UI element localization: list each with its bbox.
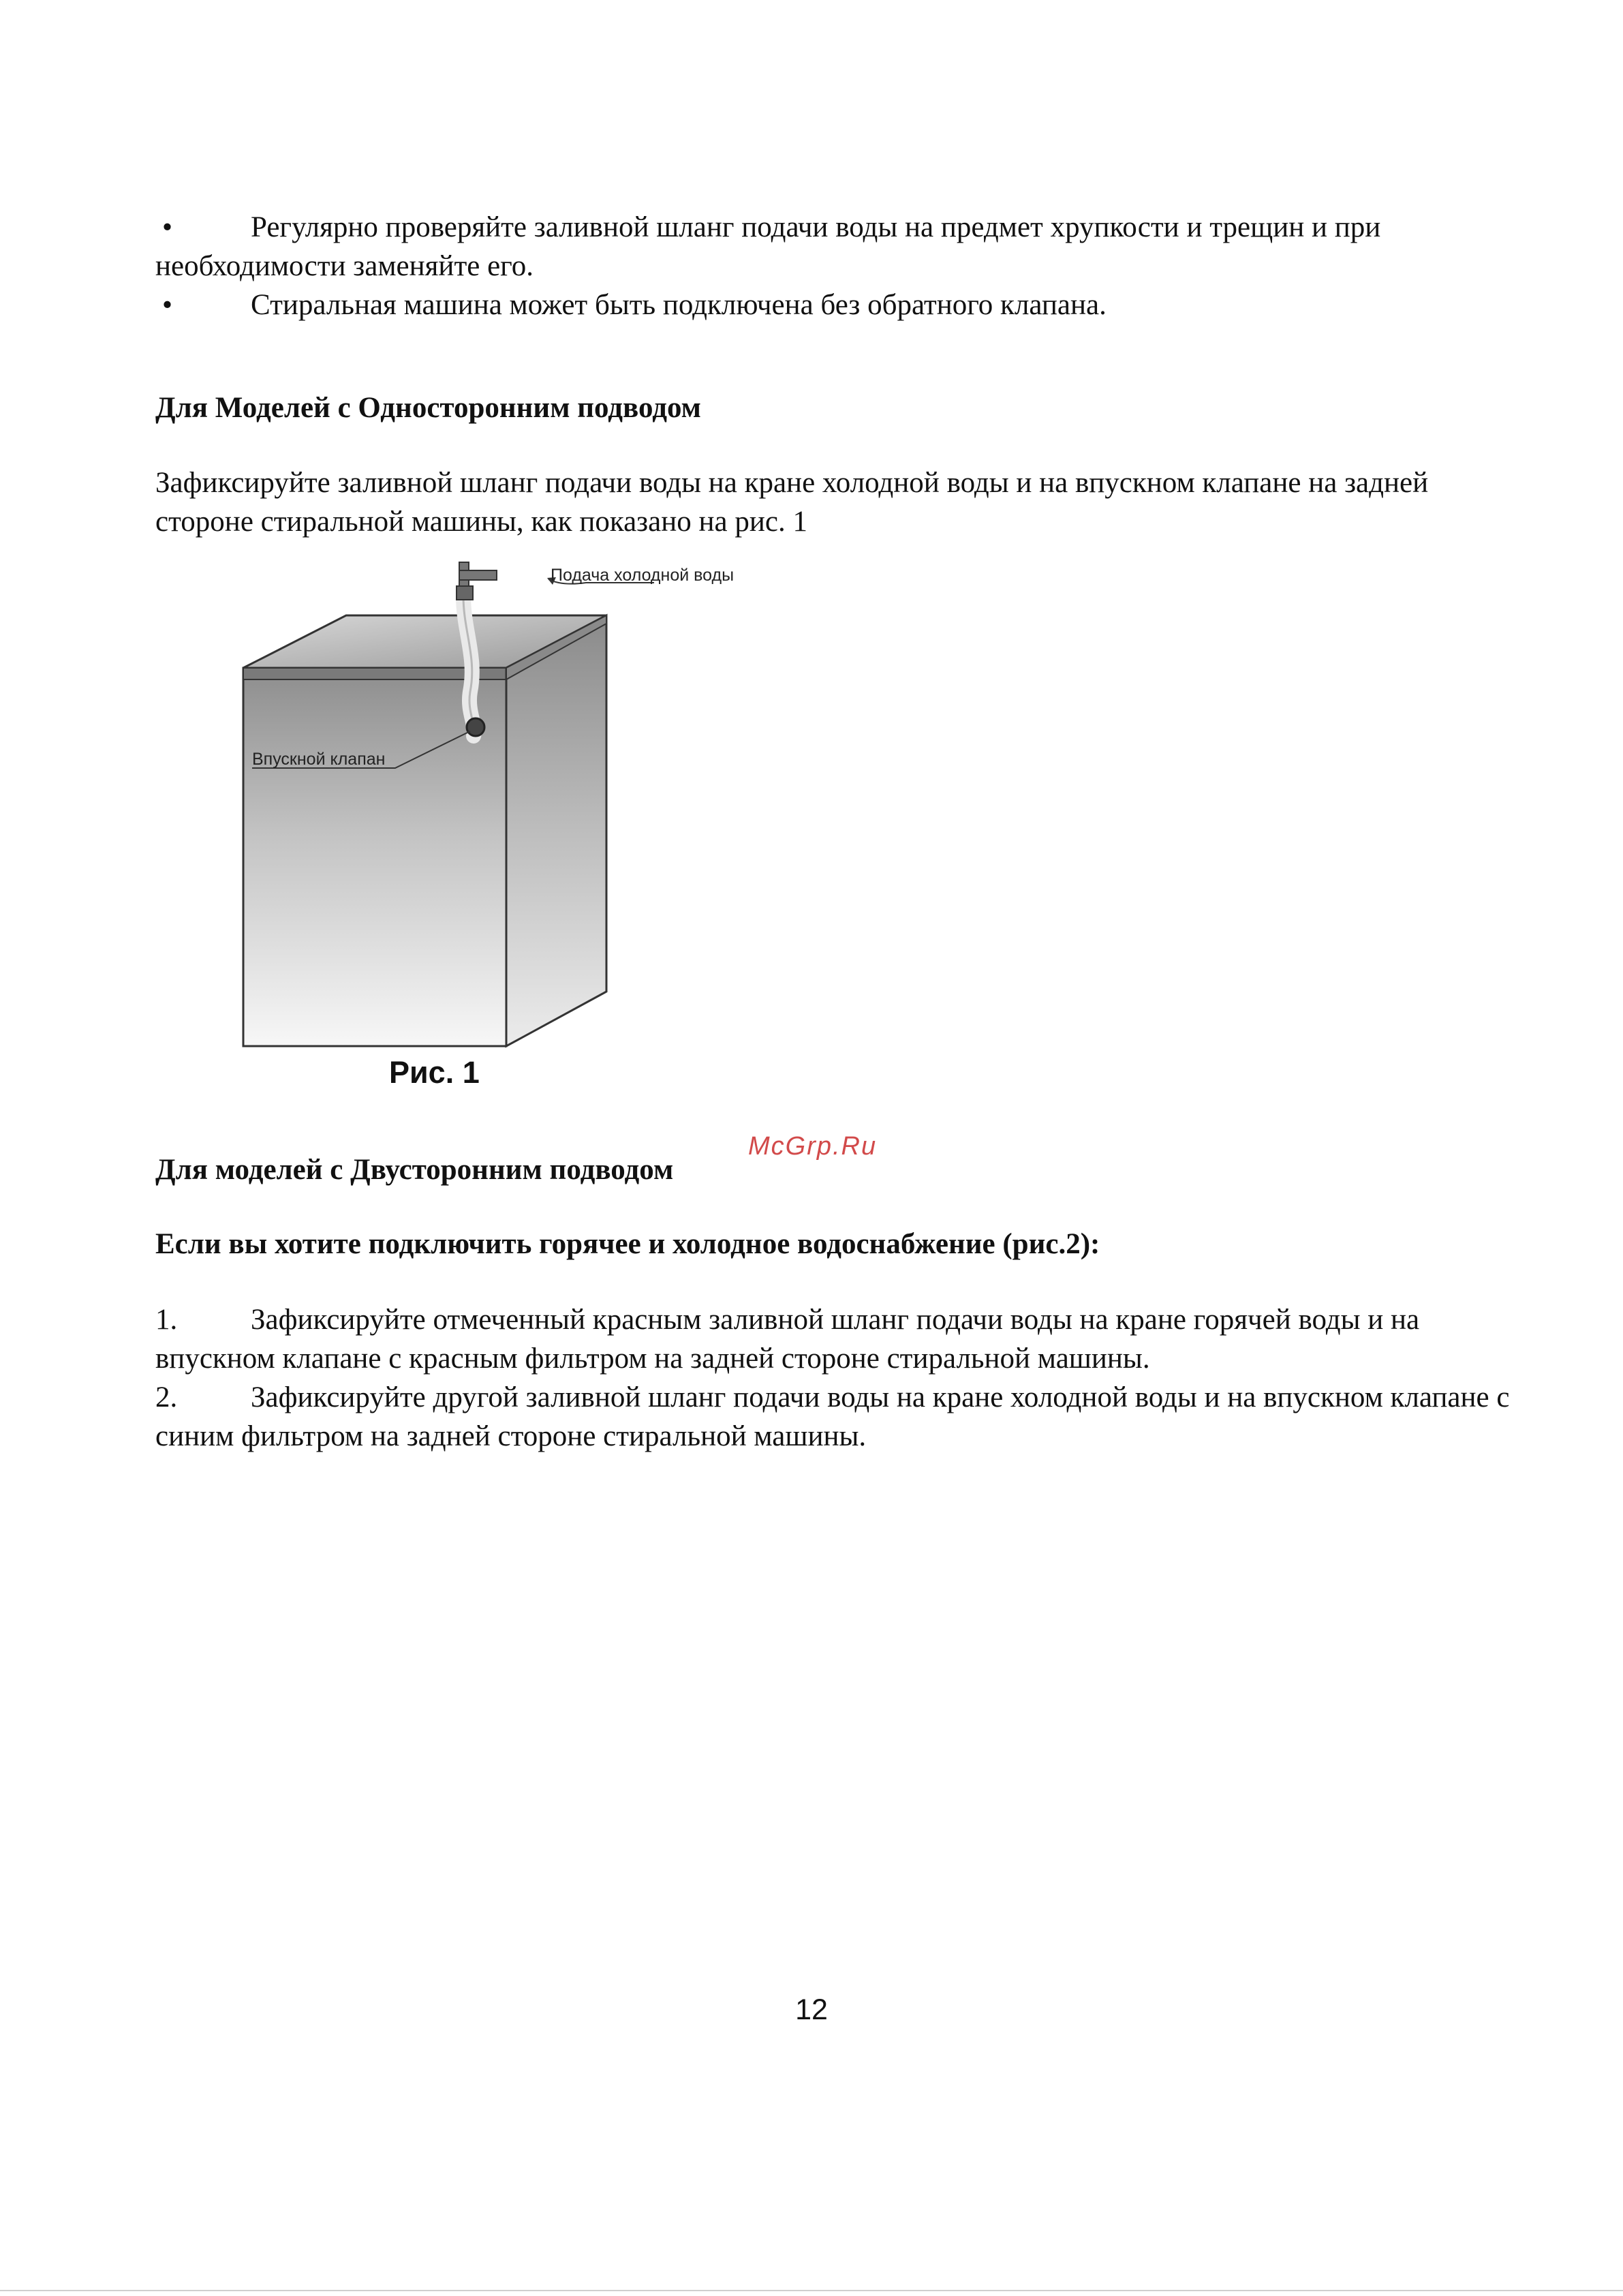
bullet-list <box>155 208 1518 324</box>
page-number: 12 <box>795 1993 828 2026</box>
step-text: Зафиксируйте отмеченный красным заливной шланг подачи воды на кране горячей воды и на впускном клапане с красным фильтром на задней стороне стиральной машины. <box>155 1304 1420 1375</box>
washing-machine-illustration <box>232 555 777 1060</box>
section-subheading: Если вы хотите подключить горячее и холодное водоснабжение (рис.2): <box>155 1228 1100 1260</box>
numbered-list <box>155 1300 1518 1456</box>
list-item <box>155 286 1518 324</box>
list-item <box>155 1300 1518 1378</box>
step-number: 2. <box>155 1381 178 1413</box>
section-paragraph: Зафиксируйте заливной шланг подачи воды на кране холодной воды и на впускном клапане на задней стороне стиральной машины, как показано на рис. 1 <box>155 467 1429 538</box>
step-text: Зафиксируйте другой заливной шланг подачи воды на кране холодной воды и на впускном клапане с синим фильтром на задней стороне стиральной машины. <box>155 1381 1510 1452</box>
bullet-text: Стиральная машина может быть подключена без обратного клапана. <box>251 289 1107 321</box>
step-number: 1. <box>155 1304 178 1336</box>
figure-washing-machine <box>232 555 777 1101</box>
bullet-marker: • <box>162 289 173 321</box>
bullet-marker: • <box>162 211 173 243</box>
label-cold-water-tap: Подача холодной воды <box>551 566 735 585</box>
figure-caption: Рис. 1 <box>389 1055 480 1090</box>
bullet-text: Регулярно проверяйте заливной шланг подачи воды на предмет хрупкости и трещин и при необходимости заменяйте его. <box>155 211 1381 282</box>
label-inlet-valve: Впускной клапан <box>252 750 386 769</box>
watermark: McGrp.Ru <box>748 1132 878 1161</box>
section-heading-dual-inlet: Для моделей с Двусторонним подводом <box>155 1154 674 1186</box>
list-item <box>155 1378 1518 1456</box>
list-item <box>155 208 1518 286</box>
page-bottom-edge <box>0 2290 1623 2291</box>
section-heading-single-inlet: Для Моделей с Односторонним подводом <box>155 392 701 424</box>
